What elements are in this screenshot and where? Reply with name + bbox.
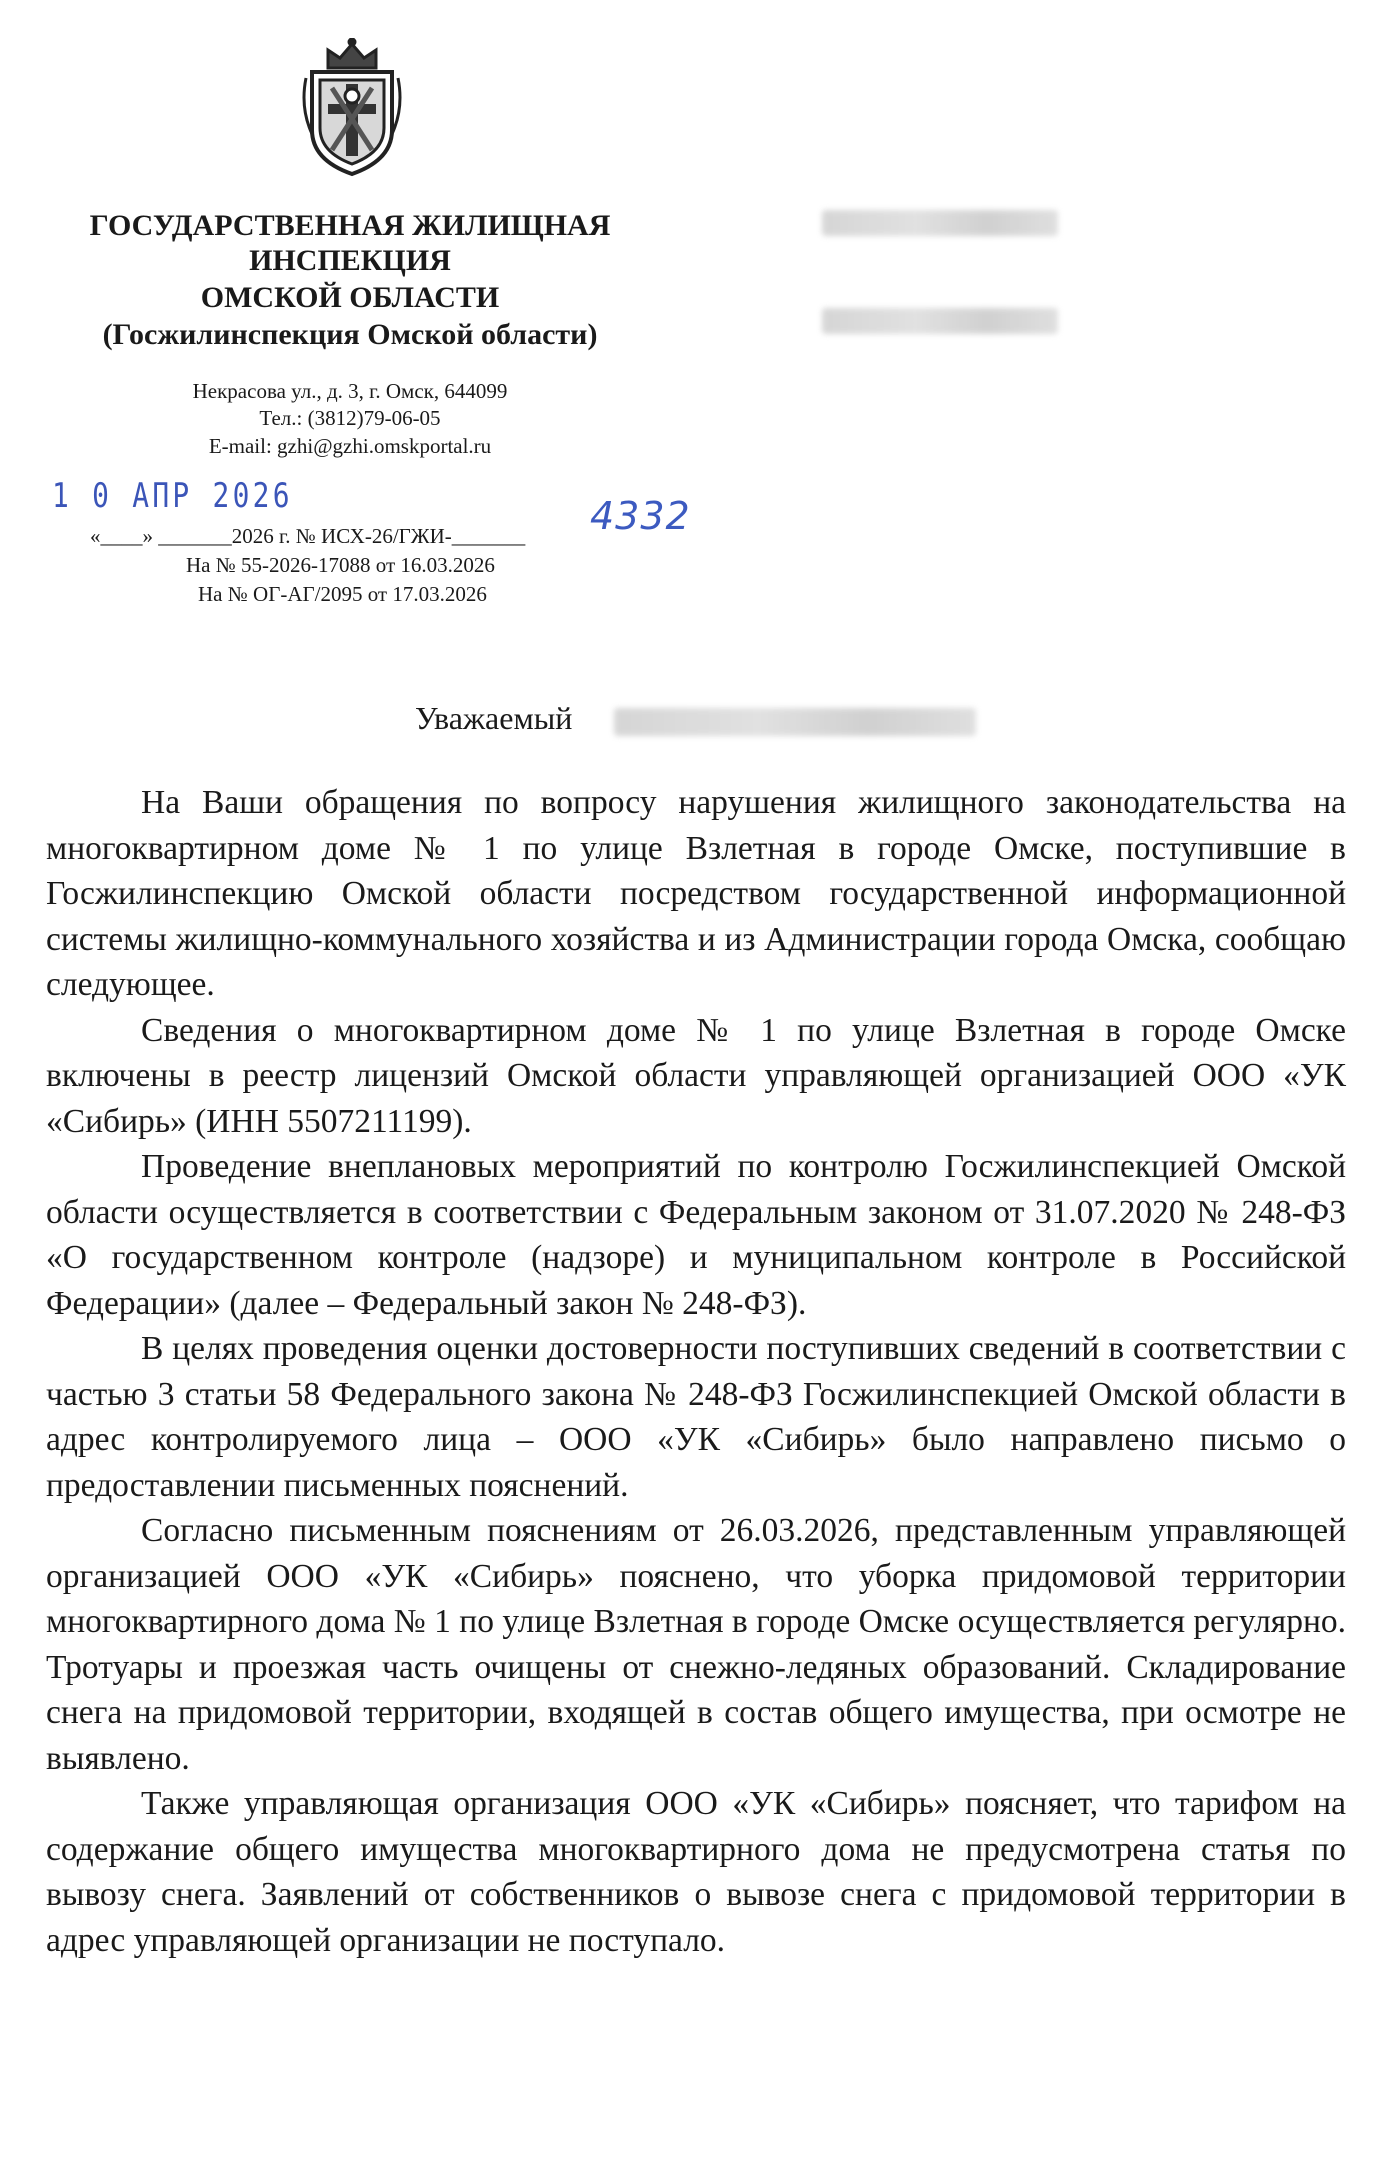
greeting: Уважаемый [415, 700, 573, 736]
body-paragraph-4: В целях проведения оценки достоверности поступивших сведений в соответствии с частью 3 статьи 58 Федерального закона № 248-ФЗ Госжилинспекцией Омской области в адрес контролируемого лица – ООО «УК «Сибирь» было направлено письмо о предоставлении письменных пояснений. [46, 1330, 1346, 1504]
recipient-redacted-line-2 [822, 308, 1058, 334]
outgoing-number-line: «____» _______2026 г. № ИСХ-26/ГЖИ-_______ [90, 524, 526, 548]
body-paragraph-3: Проведение внеплановых мероприятий по контролю Госжилинспекцией Омской области осуществляется в соответствии с Федеральным законом от 31.07.2020 № 248-ФЗ «О государственном контроле (надзоре) и муниципальном контроле в Российской Федерации» (далее – Федеральный закон № 248-ФЗ). [46, 1148, 1346, 1322]
addressee-name-redacted [614, 708, 976, 736]
body-paragraph-2: Сведения о многоквартирном доме № 1 по улице Взлетная в городе Омске включены в реестр лицензий Омской области управляющей организацией ООО «УК «Сибирь» (ИНН 5507211199). [46, 1011, 1346, 1140]
letter-body [46, 780, 1346, 1963]
handwritten-outgoing-number: 4332 [590, 494, 691, 538]
org-name-line-2: ИНСПЕКЦИЯ [249, 244, 451, 277]
reference-number-1: На № 55-2026-17088 от 16.03.2026 [186, 553, 495, 577]
reference-number-2: На № ОГ-АГ/2095 от 17.03.2026 [198, 582, 487, 606]
org-short-name: (Госжилинспекция Омской области) [102, 318, 598, 351]
body-paragraph-6: Также управляющая организация ООО «УК «Сибирь» поясняет, что тарифом на содержание общего имущества многоквартирного дома не предусмотрена статья по вывозу снега. Заявлений от собственников о вывозе снега с придомовой территории в адрес управляющей организации не поступало. [46, 1785, 1346, 1959]
registration-date-stamp: 1 0 АПР 2026 [52, 476, 293, 516]
omsk-coat-of-arms-icon [298, 38, 406, 178]
recipient-redacted-line-1 [822, 210, 1058, 236]
org-email: E-mail: gzhi@gzhi.omskportal.ru [208, 434, 492, 458]
org-name-line-1: ГОСУДАРСТВЕННАЯ ЖИЛИЩНАЯ [89, 209, 611, 242]
org-address: Некрасова ул., д. 3, г. Омск, 644099 [192, 379, 508, 403]
body-paragraph-1: На Ваши обращения по вопросу нарушения жилищного законодательства на многоквартирном доме № 1 по улице Взлетная в городе Омске, поступившие в Госжилинспекцию Омской области посредством государственной информационной системы жилищно-коммунального хозяйства и из Администрации города Омска, сообщаю следующее. [46, 784, 1346, 1003]
org-name-line-3: ОМСКОЙ ОБЛАСТИ [200, 281, 500, 314]
body-paragraph-5: Согласно письменным пояснениям от 26.03.2026, представленным управляющей организацией ООО «УК «Сибирь» пояснено, что уборка придомовой территории многоквартирного дома № 1 по улице Взлетная в городе Омске осуществляется регулярно. Тротуары и проезжая часть очищены от снежно-ледяных образований. Складирование снега на придомовой территории, входящей в состав общего имущества, при осмотре не выявлено. [46, 1512, 1346, 1777]
org-phone: Тел.: (3812)79-06-05 [259, 406, 441, 430]
